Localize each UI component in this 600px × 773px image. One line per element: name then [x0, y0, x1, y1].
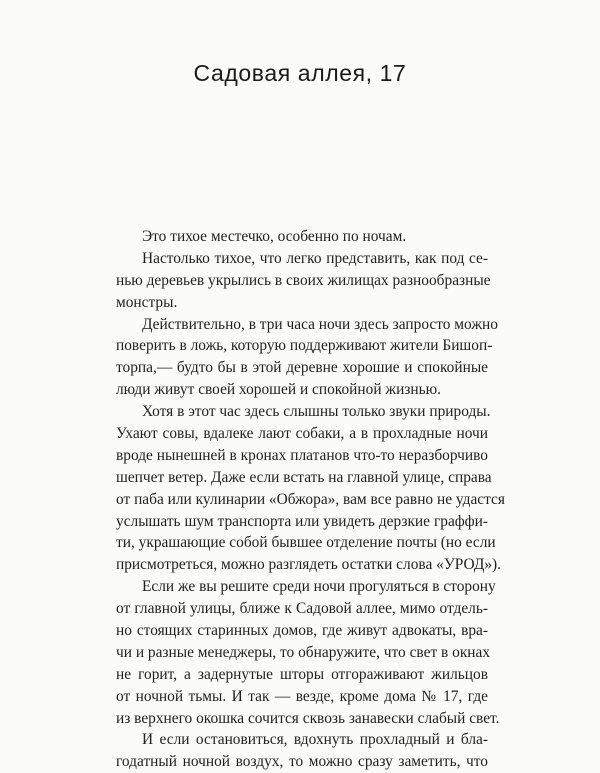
text-line: от ночной тьмы. И так — везде, кроме дома № 17, где [116, 687, 488, 705]
text-line: И если остановиться, вдохнуть прохладный и бла- [142, 731, 488, 749]
text-line: нью деревьев укрылись в своих жилищах разнообразные [116, 271, 491, 289]
chapter-body [116, 226, 505, 773]
paragraph [116, 576, 500, 729]
text-line: Действительно, в три часа ночи здесь запросто можно [142, 315, 498, 333]
text-line: Настолько тихое, что легко представить, как под се- [142, 249, 488, 267]
text-line: поверить в ложь, которую поддерживают жители Бишоп- [116, 337, 493, 355]
text-line: торпа,— будто бы в этой деревне хорошие и спокойные [116, 359, 488, 377]
text-line: Это тихое местечко, особенно по ночам. [142, 228, 407, 245]
text-line: Хотя в этот час здесь слышны только звуки природы. [142, 403, 491, 421]
paragraph [116, 248, 491, 314]
text-line: шепчет ветер. Даже если встать на главной улице, справа [116, 468, 492, 486]
text-line: монстры. [116, 293, 178, 311]
text-line: от главной улицы, ближе к Садовой аллее, мимо отдель- [116, 600, 488, 618]
text-line: вроде нынешней в кронах платанов что-то неразборчиво [116, 446, 488, 464]
text-line: люди живут своей хорошей и спокойной жизнью. [116, 381, 441, 399]
text-line: услышать шум транспорта или увидеть дерзкие граффи- [116, 512, 488, 530]
text-line: годатный ночной воздух, то можно сразу заметить, что [116, 753, 488, 771]
paragraph [116, 226, 488, 248]
text-line: из верхнего окошка сочится сквозь занавески слабый свет. [116, 709, 500, 727]
paragraph [116, 401, 505, 576]
chapter-title: Садовая аллея, 17 [193, 60, 407, 86]
text-line: но стоящих старинных домов, где живут адвокаты, вра- [116, 622, 488, 640]
paragraph [116, 729, 488, 773]
text-line: не горит, а задернутые шторы отгораживают жильцов [116, 665, 488, 683]
text-line: присмотреться, можно разглядеть остатки слова «УРОД»). [116, 556, 501, 574]
text-line: от паба или кулинарии «Обжора», вам все равно не удастся [116, 490, 505, 508]
text-line: ти, украшающие собой бывшее отделение почты (но если [116, 534, 496, 552]
text-line: чи и разные менеджеры, то обнаружите, что свет в окнах [116, 643, 491, 661]
paragraph [116, 314, 498, 402]
text-line: Ухают совы, вдалеке лают собаки, а в прохладные ночи [116, 425, 488, 443]
text-line: Если же вы решите среди ночи прогуляться в сторону [142, 578, 496, 596]
